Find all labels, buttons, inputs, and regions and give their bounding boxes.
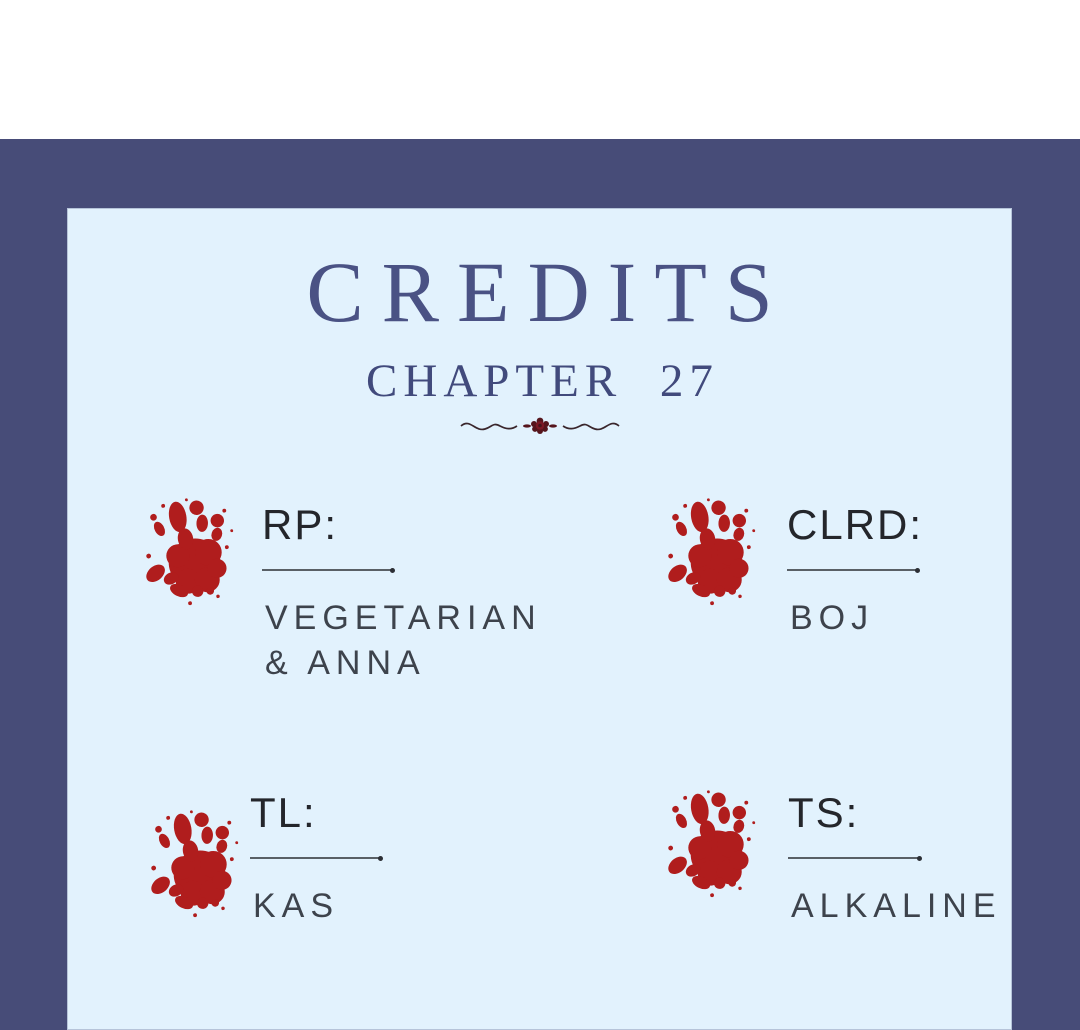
credit-role-label: CLRD: <box>787 501 924 548</box>
role-underline <box>250 857 380 859</box>
blue-frame <box>0 139 1080 1030</box>
chapter-subtitle: CHAPTER 27 <box>366 355 719 407</box>
credit-name-line: ALKALINE <box>791 887 1002 925</box>
credit-name <box>265 596 542 686</box>
underline-dot <box>915 568 920 573</box>
page-title: CREDITS <box>306 244 791 340</box>
credit-name-line: BOJ <box>790 599 875 637</box>
credits-panel <box>67 208 1012 1030</box>
bloody-handprint-icon <box>143 496 239 609</box>
credit-role-label: RP: <box>262 501 339 548</box>
role-underline <box>787 569 917 571</box>
underline-dot <box>390 568 395 573</box>
credit-role-label: TS: <box>788 789 860 836</box>
credit-name-line: & ANNA <box>265 644 426 682</box>
credit-name-line: VEGETARIAN <box>265 599 542 637</box>
credit-name-line: KAS <box>253 887 340 925</box>
credit-name <box>253 884 339 929</box>
underline-dot <box>917 856 922 861</box>
role-underline <box>262 569 392 571</box>
credit-role-label: TL: <box>250 789 317 836</box>
bloody-handprint-icon <box>665 496 761 609</box>
credit-name <box>790 596 874 641</box>
bloody-handprint-icon <box>148 808 244 921</box>
role-underline <box>788 857 919 859</box>
bloody-handprint-icon <box>665 788 761 901</box>
credit-name <box>791 884 1002 929</box>
rose-flourish-divider-icon <box>195 413 885 439</box>
underline-dot <box>378 856 383 861</box>
